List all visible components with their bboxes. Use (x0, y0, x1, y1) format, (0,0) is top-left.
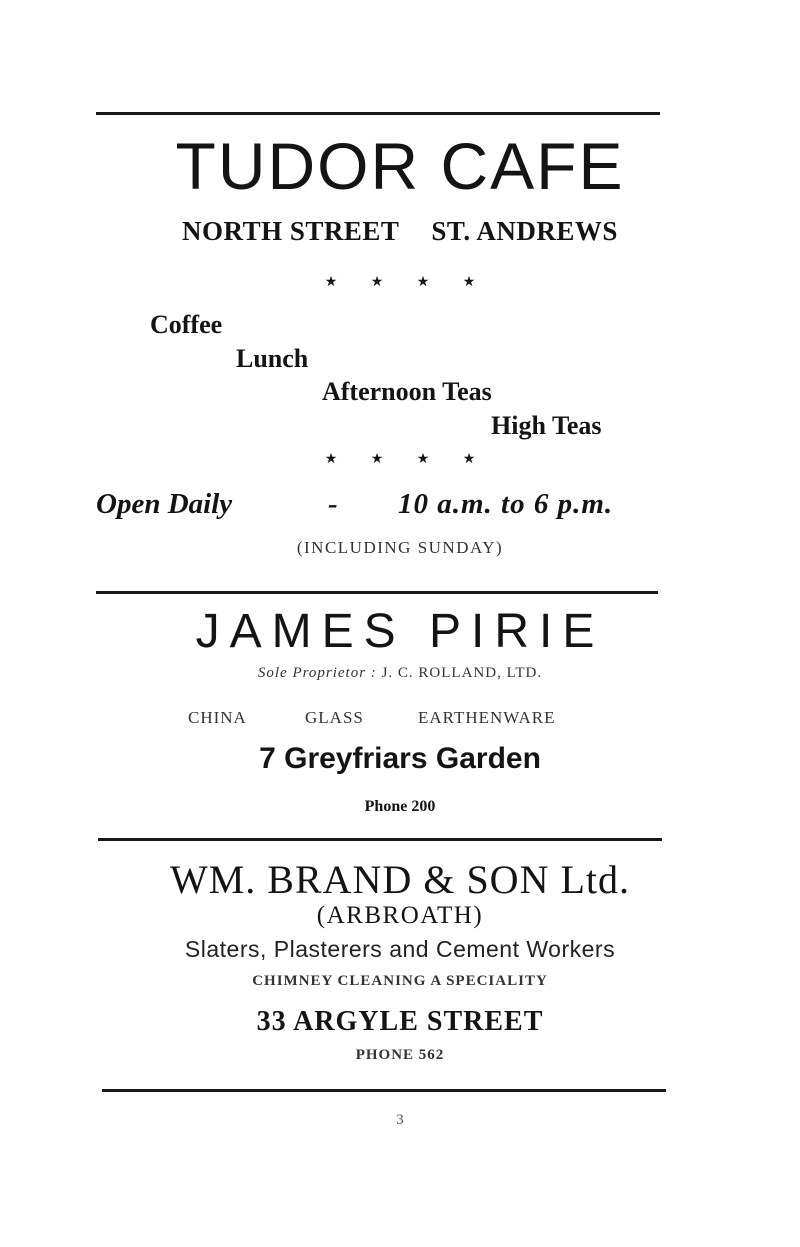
star-icon: ★ (416, 275, 430, 290)
star-icon: ★ (324, 275, 338, 290)
top-rule (96, 112, 660, 115)
menu-item-afternoon-teas: Afternoon Teas (322, 377, 492, 406)
star-row-top (0, 274, 800, 291)
pirie-phone: Phone 200 (364, 798, 436, 815)
divider-rule-2 (98, 838, 662, 841)
menu-item-coffee: Coffee (150, 310, 223, 339)
proprietor-name: J. C. ROLLAND, LTD. (381, 665, 543, 681)
goods-glass: GLASS (305, 708, 364, 727)
james-pirie-title: JAMES PIRIE (195, 605, 605, 658)
brand-address: 33 ARGYLE STREET (256, 1006, 544, 1037)
tudor-street: NORTH STREET (182, 216, 400, 246)
goods-earthenware: EARTHENWARE (418, 708, 556, 727)
page-number: 3 (396, 1112, 404, 1128)
star-row-bottom (0, 451, 800, 468)
star-icon: ★ (370, 275, 384, 290)
pirie-address: 7 Greyfriars Garden (259, 742, 541, 775)
menu-item-lunch: Lunch (236, 344, 309, 373)
open-daily-label: Open Daily (96, 488, 233, 520)
including-sunday-note: (INCLUDING SUNDAY) (296, 538, 504, 557)
proprietor-label: Sole Proprietor : (257, 665, 377, 681)
menu-item-high-teas: High Teas (491, 411, 602, 440)
brand-phone: PHONE 562 (355, 1047, 445, 1063)
goods-china: CHINA (188, 708, 247, 727)
divider-rule-1 (96, 591, 658, 594)
brand-title: WM. BRAND & SON Ltd. (169, 857, 631, 902)
open-dash: - (328, 488, 338, 520)
star-icon: ★ (462, 275, 476, 290)
star-icon: ★ (462, 452, 476, 467)
star-icon: ★ (416, 452, 430, 467)
tudor-cafe-title: TUDOR CAFE (175, 129, 625, 203)
star-icon: ★ (370, 452, 384, 467)
brand-town: (ARBROATH) (316, 902, 484, 929)
brand-specialty: CHIMNEY CLEANING A SPECIALITY (252, 973, 548, 989)
proprietor-line (0, 665, 800, 682)
tudor-cafe-address (0, 216, 800, 247)
opening-hours: 10 a.m. to 6 p.m. (398, 488, 614, 520)
brand-trade: Slaters, Plasterers and Cement Workers (184, 936, 616, 962)
tudor-town: ST. ANDREWS (431, 216, 618, 246)
star-icon: ★ (324, 452, 338, 467)
bottom-rule (102, 1089, 666, 1092)
